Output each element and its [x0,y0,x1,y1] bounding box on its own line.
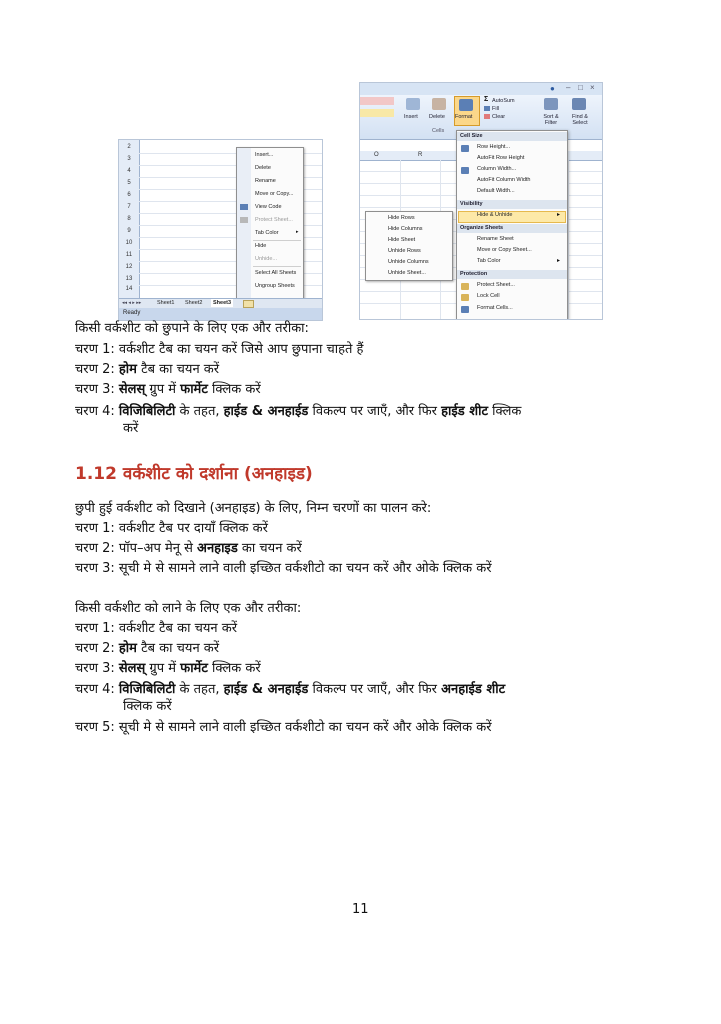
menu-item-unhide[interactable]: Unhide... [255,256,278,262]
step-text [75,640,219,658]
step-text [75,540,302,558]
section-heading: 1.12 वर्कशीट को दर्शाना (अनहाइड) [75,464,313,484]
step-text: चरण 3: सूची मे से सामने लाने वाली इच्छित वर्कशीटो का चयन करें और ओके क्लिक करें [75,561,492,576]
sheet-tab-context-menu [236,147,304,299]
clear-button[interactable]: Clear [492,114,506,120]
step-text [75,381,261,399]
column-width-icon [461,167,469,174]
find-select-button[interactable]: Find & Select [572,114,588,126]
step-continuation: क्लिक करें [123,699,172,714]
menu-item-autofit-column-width[interactable]: AutoFit Column Width [477,177,531,183]
title-bar [360,83,602,95]
step-rest: के तहत, [175,404,224,419]
menu-item-hide-unhide[interactable]: Hide & Unhide [477,212,513,218]
format-dropdown-menu [456,130,568,320]
step-text: चरण 1: वर्कशीट टैब का चयन करें जिसे आप छुपाना चाहते हैं [75,342,364,357]
insert-sheet-icon[interactable] [243,300,254,308]
bold-term: होम [118,641,137,656]
step-label: चरण 2: पॉप–अप मेनू से [75,541,198,556]
menu-item-insert[interactable]: Insert... [255,152,274,158]
bold-term: फार्मेट [180,382,208,397]
menu-item-ungroup-sheets[interactable]: Ungroup Sheets [255,283,295,289]
style-swatch [360,97,394,105]
step-continuation: करें [123,421,139,436]
bold-term: अनहाइड [197,541,238,556]
menu-item-protect-sheet[interactable]: Protect Sheet... [477,282,515,288]
bold-term: विजिबिलिटी [118,404,176,419]
menu-item-select-all-sheets[interactable]: Select All Sheets [255,270,297,276]
step-rest: विकल्प पर जाएँ, और फिर [308,404,442,419]
step-rest: टैब का चयन करें [136,641,220,656]
format-cells-icon [461,306,469,313]
intro-text: किसी वर्कशीट को छुपाने के लिए एक और तरीका: [75,321,309,336]
view-code-icon [240,204,248,210]
format-button[interactable]: Format [455,114,473,120]
delete-cells-icon [432,98,446,110]
submenu-arrow-icon: ▸ [296,229,299,235]
clear-icon [484,114,490,119]
menu-item-delete[interactable]: Delete [255,165,271,171]
bold-term: हाईड & अनहाईड [223,404,309,419]
bold-term: होम [118,362,137,377]
menu-item-view-code[interactable]: View Code [255,204,282,210]
menu-item-unhide-columns[interactable]: Unhide Columns [388,259,429,265]
step-rest: के तहत, [175,682,224,697]
row-number: 10 [125,240,133,246]
find-select-icon [572,98,586,110]
fill-button[interactable]: Fill [492,106,500,112]
step-text [75,660,261,678]
section-cell-size: Cell Size [457,132,567,141]
row-number: 13 [125,276,133,282]
tab-sheet3[interactable]: Sheet3 [213,300,232,306]
close-icon[interactable]: × [590,83,595,92]
step-label: चरण 3: [75,661,119,676]
row-header [119,140,140,298]
menu-item-protect-sheet[interactable]: Protect Sheet... [255,217,293,223]
bold-term: विजिबिलिटी [118,682,176,697]
menu-item-rename[interactable]: Rename [255,178,276,184]
step-label: चरण 3: [75,382,119,397]
cells-group-label: Cells [432,128,445,134]
sheet-tab-bar [119,298,322,308]
row-number: 7 [127,204,131,210]
format-menu-screenshot [359,82,603,320]
row-number: 3 [127,156,131,162]
submenu-arrow-icon: ▸ [557,258,561,264]
sort-filter-button[interactable]: Sort & Filter [543,114,559,126]
tab-sheet2[interactable]: Sheet2 [185,300,203,306]
bold-term: सेलस् [118,382,146,397]
menu-item-tab-color[interactable]: Tab Color [477,258,501,264]
status-text: Ready [123,310,141,316]
row-number: 4 [127,168,131,174]
menu-item-tab-color[interactable]: Tab Color [255,230,279,236]
column-label: R [418,152,423,158]
bold-term: हाईड & अनहाईड [223,682,309,697]
bold-term: हाईड शीट [441,404,489,419]
intro-text: छुपी हुई वर्कशीट को दिखाने (अनहाइड) के लिए, निम्न चरणों का पालन करे: [75,501,432,516]
help-icon[interactable]: ● [550,84,555,93]
sheet-context-menu-screenshot [118,139,323,321]
section-organize-sheets: Organize Sheets [457,224,567,233]
step-text [75,403,521,421]
menu-item-lock-cell[interactable]: Lock Cell [477,293,500,299]
minimize-icon[interactable]: – [566,83,571,92]
row-number: 14 [125,286,133,292]
page-number: 11 [352,902,369,917]
protect-sheet-icon [461,283,469,290]
menu-item-column-width[interactable]: Column Width... [477,166,517,172]
sort-filter-icon [544,98,558,110]
step-text: चरण 5: सूची मे से सामने लाने वाली इच्छित वर्कशीटो का चयन करें और ओके क्लिक करें [75,720,492,735]
menu-item-move-copy-sheet[interactable]: Move or Copy Sheet... [477,247,532,253]
delete-button[interactable]: Delete [429,114,445,120]
row-number: 5 [127,180,131,186]
row-number: 2 [127,144,131,150]
row-number: 12 [125,264,133,270]
protect-sheet-icon [240,217,248,223]
row-height-icon [461,145,469,152]
menu-item-move-copy[interactable]: Move or Copy... [255,191,294,197]
step-rest: क्लिक करें [207,661,261,676]
menu-item-rename-sheet[interactable]: Rename Sheet [477,236,514,242]
fill-icon [484,106,490,111]
row-number: 9 [127,228,131,234]
step-rest: टैब का चयन करें [136,362,220,377]
menu-item-default-width[interactable]: Default Width... [477,188,515,194]
bold-term: सेलस् [118,661,146,676]
menu-item-hide-sheet[interactable]: Hide Sheet [388,237,416,243]
step-rest: विकल्प पर जाएँ, और फिर [308,682,442,697]
tab-sheet1[interactable]: Sheet1 [157,300,175,306]
step-rest: क्लिक [488,404,522,419]
step-text [75,361,219,379]
hide-unhide-submenu [365,211,453,281]
row-number: 11 [125,252,133,258]
submenu-arrow-icon: ▸ [557,212,561,218]
insert-button[interactable]: Insert [404,114,418,120]
step-label: चरण 4: [75,404,119,419]
step-rest: ग्रुप में [145,382,181,397]
step-rest: क्लिक करें [207,382,261,397]
step-text: चरण 1: वर्कशीट टैब पर दायाँ क्लिक करें [75,521,268,536]
insert-cells-icon [406,98,420,110]
lock-icon [461,294,469,301]
menu-item-unhide-rows[interactable]: Unhide Rows [388,248,421,254]
menu-item-hide-columns[interactable]: Hide Columns [388,226,423,232]
autosum-icon: Σ [484,96,489,103]
tab-scroll-arrows-icon[interactable]: ◂◂ ◂ ▸ ▸▸ [122,300,142,306]
menu-item-hide-rows[interactable]: Hide Rows [388,215,415,221]
step-text: चरण 1: वर्कशीट टैब का चयन करें [75,621,238,636]
menu-item-format-cells[interactable]: Format Cells... [477,305,513,311]
step-rest: ग्रुप में [145,661,181,676]
menu-item-unhide-sheet[interactable]: Unhide Sheet... [388,270,426,276]
step-label: चरण 2: [75,641,119,656]
column-label: O [374,152,379,158]
step-label: चरण 4: [75,682,119,697]
status-bar [119,308,322,320]
intro-text: किसी वर्कशीट को लाने के लिए एक और तरीका: [75,601,302,616]
bold-term: फार्मेट [180,661,208,676]
menu-item-hide[interactable]: Hide [255,243,267,249]
section-protection: Protection [457,270,567,279]
step-rest: का चयन करें [237,541,302,556]
bold-term: अनहाईड शीट [441,682,506,697]
restore-icon[interactable]: □ [578,83,583,92]
row-number: 6 [127,192,131,198]
menu-item-autofit-row-height[interactable]: AutoFit Row Height [477,155,525,161]
style-swatch [360,109,394,117]
menu-item-row-height[interactable]: Row Height... [477,144,511,150]
format-cells-icon [459,99,473,111]
row-number: 8 [127,216,131,222]
autosum-button[interactable]: AutoSum [492,98,515,104]
section-visibility: Visibility [457,200,567,209]
step-label: चरण 2: [75,362,119,377]
step-text [75,681,505,699]
